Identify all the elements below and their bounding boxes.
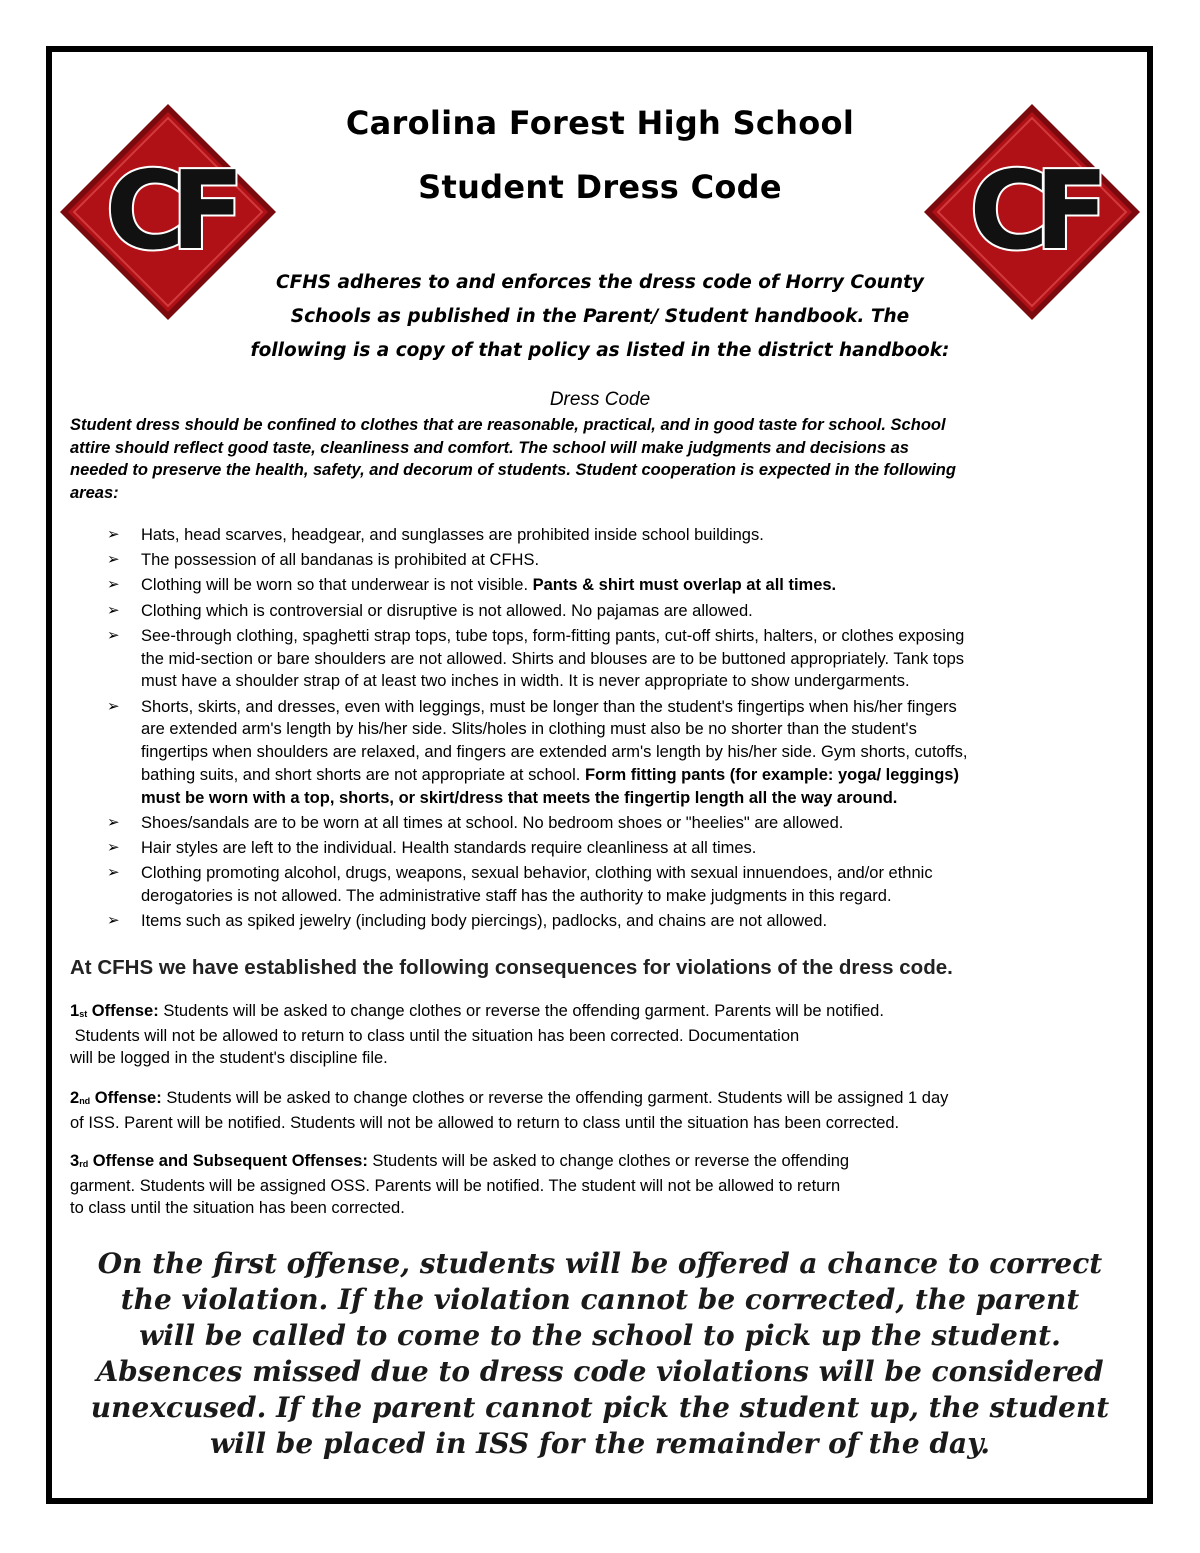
closing-line: Absences missed due to dress code violations will be considered	[96, 1355, 1104, 1388]
intro-line: Schools as published in the Parent/ Student handbook. The	[290, 306, 910, 327]
arrow-bullet-icon: ➢	[107, 551, 120, 569]
rule-item: ➢ Hair styles are left to the individual. Health standards require cleanliness at all times.	[0, 837, 1200, 860]
arrow-bullet-icon: ➢	[107, 839, 120, 857]
paragraph-line: attire should reflect good taste, cleanliness and comfort. The school will make judgments and decisions as	[70, 438, 909, 457]
rule-item: ➢ Hats, head scarves, headgear, and sunglasses are prohibited inside school buildings.	[0, 524, 1200, 547]
rule-item: ➢ Shoes/sandals are to be worn at all times at school. No bedroom shoes or "heelies" are allowed.	[0, 812, 1200, 835]
first-offense: $1_{st}$ Offense: Students will be asked to change clothes or reverse the offending garment. Parents will be notified. Students will not be allowed to return to class until the situation has been corrected. Documentation will be logged in the student's discipline file.	[70, 1002, 884, 1067]
consequences-heading: At CFHS we have established the following consequences for violations of the dress code.	[70, 956, 953, 979]
dress-code-heading: Dress Code	[549, 389, 651, 410]
rule-item: ➢ See-through clothing, spaghetti strap tops, tube tops, form-fitting pants, cut-off shirts, halters, or clothes exposing the mid-section or bare shoulders are not allowed. Shirts and blouses are to be buttoned appropriately. Tank tops must have a shoulder strap of at least two inches in width. It is never appropriate to show undergarments.	[107, 626, 965, 691]
rule-item: ➢ Clothing which is controversial or disruptive is not allowed. No pajamas are allowed.	[0, 600, 1200, 623]
paragraph-line: Student dress should be confined to clothes that are reasonable, practical, and in good taste for school. School	[70, 416, 946, 434]
paragraph-line: areas:	[70, 483, 119, 502]
logo-text: CF	[969, 149, 1095, 274]
closing-line: unexcused. If the parent cannot pick the student up, the student	[90, 1391, 1110, 1424]
arrow-bullet-icon: ➢	[107, 864, 120, 882]
dress-code-rules	[0, 524, 1200, 935]
rule-item: ➢ Clothing will be worn so that underwear is not visible. Pants & shirt must overlap at all times.	[0, 574, 1200, 597]
dress-code-paragraph	[70, 414, 1140, 504]
paragraph-line: needed to preserve the health, safety, and decorum of students. Student cooperation is expected in the following	[70, 461, 956, 479]
arrow-bullet-icon: ➢	[107, 813, 120, 831]
arrow-bullet-icon: ➢	[107, 912, 120, 930]
rule-emphasis: Form fitting pants (for example: yoga/ leggings)	[584, 765, 959, 784]
intro-statement	[250, 266, 950, 368]
intro-line: CFHS adheres to and enforces the dress code of Horry County	[276, 272, 924, 293]
arrow-bullet-icon: ➢	[107, 626, 120, 644]
rule-item: ➢ Shorts, skirts, and dresses, even with leggings, must be longer than the student's fingertips when his/her fingers are extended arm's length by his/her side. Slits/holes in clothing must also be no shorter than the student's fingertips when shoulders are relaxed, and fingers are extended arm's length by his/her side. Gym shorts, cutoffs, bathing suits, and short shorts are not appropriate at school. Form fitting pants (for example: yoga/ leggings) must be worn with a top, shorts, or skirt/dress that meets the fingertip length all the way around.	[107, 697, 968, 807]
rule-item: ➢ The possession of all bandanas is prohibited at CFHS.	[0, 549, 1200, 572]
logo-text: CF	[105, 149, 231, 274]
closing-line: the violation. If the violation cannot be corrected, the parent	[120, 1283, 1080, 1316]
closing-notice	[0, 1246, 1200, 1462]
page-subtitle: Student Dress Code	[418, 168, 782, 206]
arrow-bullet-icon: ➢	[107, 576, 120, 594]
rule-emphasis: Pants & shirt must overlap at all times.	[532, 576, 837, 595]
rule-item: ➢ Items such as spiked jewelry (including body piercings), padlocks, and chains are not allowed.	[0, 910, 1200, 933]
offense-label: Offense:	[91, 1002, 159, 1020]
arrow-bullet-icon: ➢	[107, 697, 120, 715]
closing-line: will be called to come to the school to pick up the student.	[139, 1319, 1061, 1352]
offense-label: Offense and Subsequent Offenses:	[92, 1152, 368, 1170]
arrow-bullet-icon: ➢	[107, 601, 120, 619]
intro-line: following is a copy of that policy as listed in the district handbook:	[250, 340, 950, 361]
rule-emphasis: must be worn with a top, shorts, or skirt/dress that meets the fingertip length all the way around.	[141, 788, 898, 807]
rule-item: ➢ Clothing promoting alcohol, drugs, weapons, sexual behavior, clothing with sexual innuendoes, and/or ethnic derogatories is not allowed. The administrative staff has the authority to make judgments in this regard.	[107, 864, 933, 906]
third-offense: $3_{rd}$ Offense and Subsequent Offenses: Students will be asked to change clothes or reverse the offending garment. Students will be assigned OSS. Parents will be notified. The student will not be allowed to return to class until the situation has been corrected.	[70, 1152, 850, 1217]
closing-line: will be placed in ISS for the remainder of the day.	[209, 1427, 990, 1460]
offense-label: Offense:	[94, 1089, 162, 1107]
arrow-bullet-icon: ➢	[107, 526, 120, 543]
page-title: Carolina Forest High School	[345, 104, 855, 142]
closing-line: On the first offense, students will be offered a chance to correct	[97, 1247, 1103, 1280]
second-offense: $2_{nd}$ Offense: Students will be asked to change clothes or reverse the offending garment. Students will be assigned 1 day of ISS. Parent will be notified. Students will not be allowed to return to class until the situation has been corrected.	[70, 1089, 949, 1132]
